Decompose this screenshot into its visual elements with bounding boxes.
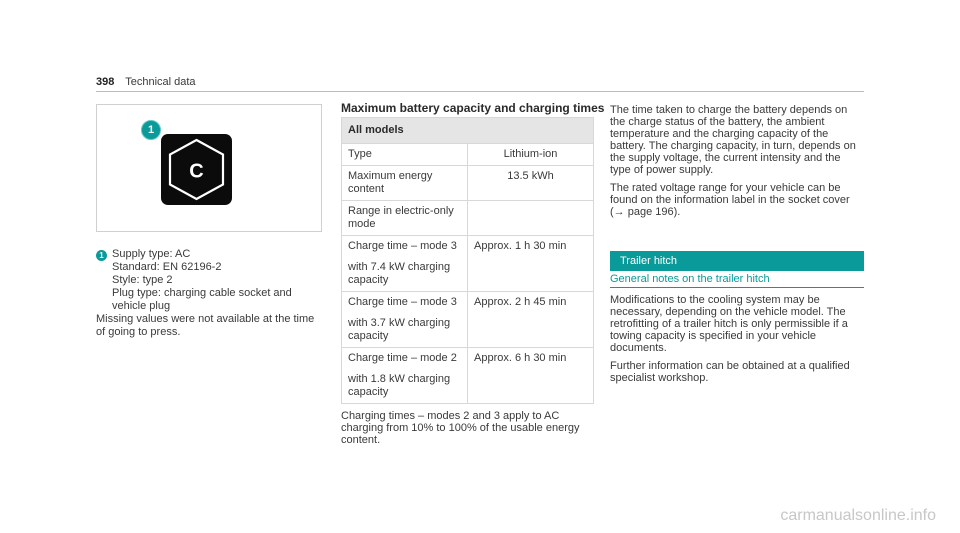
row-value: Approx. 6 h 30 min (468, 348, 594, 404)
page-number: 398 (96, 76, 115, 88)
supply-type: Supply type: AC (112, 248, 191, 260)
trailer-hitch-banner: Trailer hitch (610, 251, 864, 271)
trailer-hitch-subheading: General notes on the trailer hitch (610, 273, 864, 288)
row-label: Maximum energy content (342, 166, 468, 201)
modifications-paragraph: Modifications to the cooling system may be necessary, depending on the vehicle model. The retrofitting of a trailer hitch is only permissible if a towing capacity is specified in your vehicle documents. (610, 294, 848, 354)
spec-table-title: Maximum battery capacity and charging times (341, 101, 605, 115)
table-row (342, 236, 594, 292)
page-header (96, 76, 196, 88)
table-row (342, 348, 594, 404)
row-value: Approx. 2 h 45 min (468, 292, 594, 348)
socket-letter: C (189, 160, 204, 183)
table-row (342, 201, 594, 236)
missing-values-note: Missing values were not available at the time of going to press. (96, 313, 315, 338)
row-label: Charge time – mode 2 (348, 352, 457, 364)
charge-time-info (610, 104, 864, 218)
spec-table (341, 117, 594, 404)
row-condition: with 1.8 kW charging capacity (348, 373, 451, 398)
watermark: carmanualsonline.info (780, 507, 936, 524)
style: Style: type 2 (112, 274, 173, 286)
row-label: Charge time – mode 3 (348, 240, 457, 252)
table-row (342, 144, 594, 166)
hexagon-c-icon (161, 134, 232, 205)
row-condition: with 7.4 kW charging capacity (348, 261, 451, 286)
trailer-hitch-info (610, 294, 864, 384)
header-divider (96, 91, 864, 92)
rated-voltage-paragraph: The rated voltage range for your vehicle can be found on the information label in the socket cover (→ page 196). (610, 182, 850, 218)
callout-badge: 1 (141, 120, 161, 140)
section-title: Technical data (125, 76, 196, 88)
row-value (468, 201, 594, 236)
table-row (342, 166, 594, 201)
socket-type-c-icon (161, 134, 232, 205)
table-row (342, 292, 594, 348)
row-label: Charge time – mode 3 (348, 296, 457, 308)
row-value: Lithium-ion (468, 144, 594, 166)
standard: Standard: EN 62196-2 (112, 261, 222, 273)
row-condition: with 3.7 kW charging capacity (348, 317, 451, 342)
row-label: Type (342, 144, 468, 166)
charge-time-paragraph: The time taken to charge the battery depends on the charge status of the battery, the ambient temperature and the charging capacity of the battery. The charging capacity, in turn, depends on the supply voltage, the current intensity and the type of power supply. (610, 104, 856, 176)
spec-group-header: All models (342, 118, 594, 144)
figure-legend (96, 248, 326, 339)
row-value: Approx. 1 h 30 min (468, 236, 594, 292)
row-label: Range in electric-only mode (342, 201, 468, 236)
legend-badge: 1 (96, 250, 107, 261)
row-value: 13.5 kWh (468, 166, 594, 201)
socket-figure (96, 104, 322, 232)
plug-type: Plug type: charging cable socket and vehicle plug (112, 287, 292, 312)
charging-times-note: Charging times – modes 2 and 3 apply to AC charging from 10% to 100% of the usable energy content. (341, 410, 580, 446)
further-info-paragraph: Further information can be obtained at a qualified specialist workshop. (610, 360, 850, 384)
